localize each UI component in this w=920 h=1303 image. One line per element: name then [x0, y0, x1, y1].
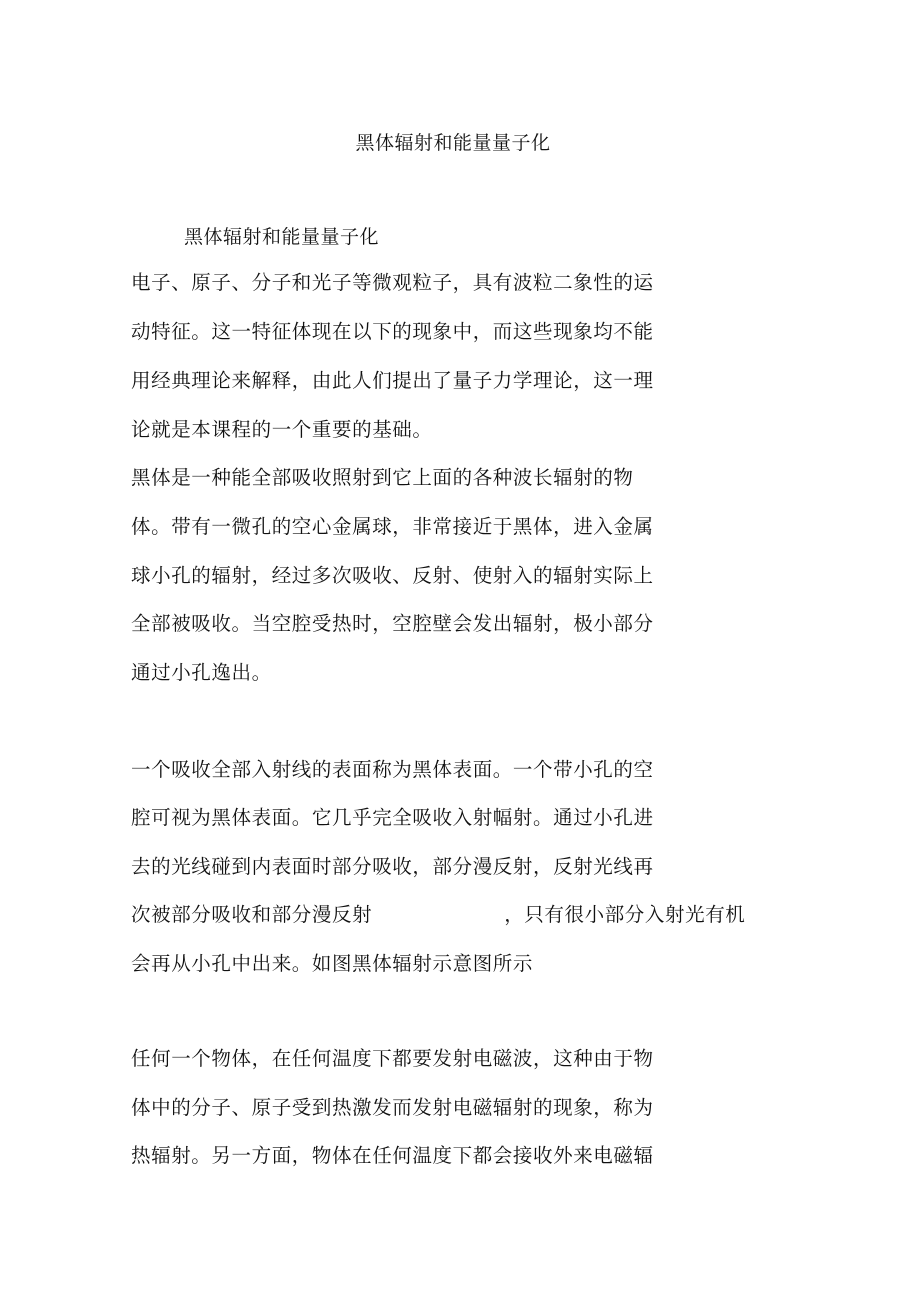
paragraph-line: 任何一个物体，在任何温度下都要发射电磁波，这种由于物 [131, 1047, 654, 1070]
document-subtitle: 黑体辐射和能量量子化 [184, 226, 380, 248]
paragraph-line [131, 903, 745, 927]
paragraph-line: 去的光线碰到内表面时部分吸收，部分漫反射，反射光线再 [131, 855, 654, 878]
paragraph-line: 腔可视为黑体表面。它几乎完全吸收入射幅射。通过小孔进 [131, 806, 654, 829]
paragraph-line: 全部被吸收。当空腔受热时，空腔壁会发出辐射，极小部分 [131, 612, 654, 635]
document-title: 黑体辐射和能量量子化 [355, 132, 551, 154]
paragraph-line: 通过小孔逸出。 [131, 661, 272, 684]
paragraph-line: 电子、原子、分子和光子等微观粒子，具有波粒二象性的运 [131, 271, 654, 294]
paragraph-line-segment: ，只有很小部分入射光有机 [504, 903, 746, 926]
paragraph-line: 热辐射。另一方面，物体在任何温度下都会接收外来电磁辐 [131, 1144, 654, 1167]
paragraph-line: 一个吸收全部入射线的表面称为黑体表面。一个带小孔的空 [131, 758, 654, 781]
paragraph-line-segment: 次被部分吸收和部分漫反射 [131, 903, 373, 926]
paragraph-line: 体中的分子、原子受到热激发而发射电磁辐射的现象，称为 [131, 1096, 654, 1119]
paragraph-line: 体。带有一微孔的空心金属球，非常接近于黑体，进入金属 [131, 515, 654, 538]
paragraph-line: 黑体是一种能全部吸收照射到它上面的各种波长辐射的物 [131, 466, 634, 489]
paragraph-line: 用经典理论来解释，由此人们提出了量子力学理论，这一理 [131, 369, 654, 392]
paragraph-line: 会再从小孔中出来。如图黑体辐射示意图所示 [131, 952, 534, 975]
paragraph-line: 球小孔的辐射，经过多次吸收、反射、使射入的辐射实际上 [131, 564, 654, 587]
paragraph-line: 动特征。这一特征体现在以下的现象中，而这些现象均不能 [131, 320, 654, 343]
paragraph-line: 论就是本课程的一个重要的基础。 [131, 418, 433, 441]
